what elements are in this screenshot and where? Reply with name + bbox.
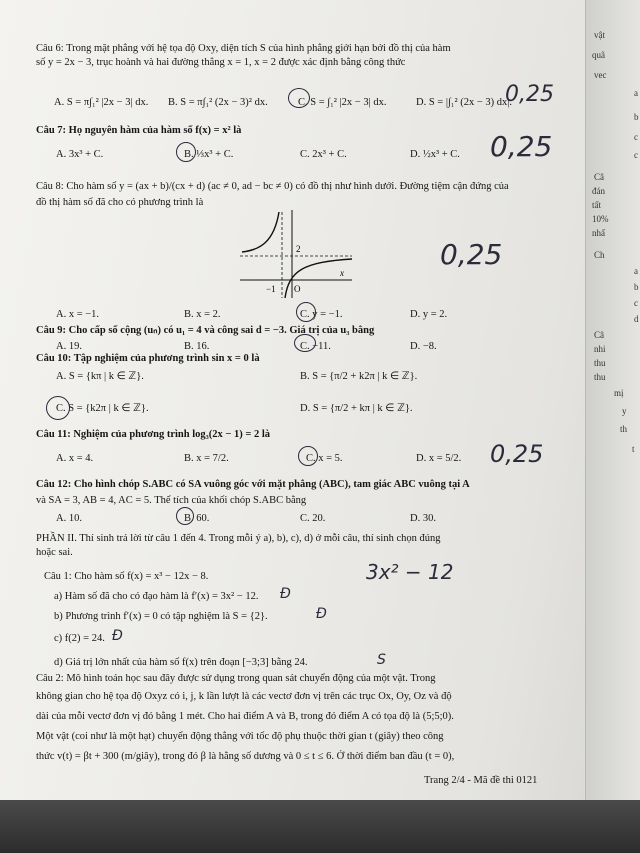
q6-opt-c: C. S = ∫₁² |2x − 3| dx. [298,97,387,108]
q8-label-2: 2 [296,244,301,254]
p2q1-mark-b: Đ [316,606,327,622]
q7-opt-a: A. 3x³ + C. [56,149,104,160]
q9-opt-a: A. 19. [56,341,82,352]
np-22: y [622,406,627,416]
q6-line2: số y = 2x − 3, trục hoành và hai đường thẳng x = 1, x = 2 được xác định bằng công thức [36,57,406,68]
np-7: Câ [594,172,604,182]
q7-opt-d: D. ½x³ + C. [410,149,460,160]
q7-opt-c: C. 2x³ + C. [300,149,347,160]
p2q2-line2: không gian cho hệ tọa độ Oxyz có i, j, k lần lượt là các vectơ đơn vị trên các trục Ox, Oy, Oz và độ [36,691,452,702]
q8-opt-c: C. y = −1. [300,309,343,320]
q9-opt-c: C. −11. [300,341,331,352]
p2q1-d: d) Giá trị lớn nhất của hàm số f(x) trên đoạn [−3;3] bằng 24. [54,657,308,668]
q7-score-mark: 0,25 [490,130,553,163]
np-20: thu [594,372,606,382]
q8-graph [236,206,356,302]
q10-opt-c: C. S = {k2π | k ∈ ℤ}. [56,403,149,414]
q10-line1: Câu 10: Tập nghiệm của phương trình sin x = 0 là [36,353,260,364]
q10-opt-d: D. S = {π/2 + kπ | k ∈ ℤ}. [300,403,413,414]
p2q2-line1: Câu 2: Mô hình toán học sau đây được sử dụng trong quan sát chuyển động của một vật. Trong [36,673,436,684]
np-9: tất [592,200,601,210]
q6-opt-b: B. S = π∫₁² (2x − 3)² dx. [168,97,268,108]
q11-opt-a: A. x = 4. [56,453,94,464]
np-4: b [634,112,639,122]
np-18: nhi [594,344,606,354]
q8-curve-left [242,212,279,252]
q6-line1: Câu 6: Trong mặt phẳng với hệ tọa độ Oxy, diện tích S của hình phẳng giới hạn bởi đồ thị của hàm [36,43,451,54]
p2q1-mark-d: S [377,652,386,668]
q12-opt-c: C. 20. [300,513,326,524]
q8-label-minus1: −1 [266,284,276,294]
q8-opt-d: D. y = 2. [410,309,448,320]
q11-answer-circle [298,446,318,466]
q8-score-mark: 0,25 [440,238,503,271]
np-16: d [634,314,639,324]
np-11: nhấ [592,228,605,238]
np-21: mị [614,388,624,398]
q12-answer-circle [176,507,194,525]
np-19: thu [594,358,606,368]
next-page-edge [585,0,640,800]
q12-line2: và SA = 3, AB = 4, AC = 5. Thể tích của khối chóp S.ABC bằng [36,495,307,506]
np-0: vật [594,30,605,40]
q6-opt-a: A. S = π∫₁² |2x − 3| dx. [54,97,149,108]
q8-answer-circle [296,302,316,322]
p2q1-mark-a: Đ [280,586,291,602]
np-8: đán [592,186,605,196]
np-2: vec [594,70,607,80]
q10-opt-b: B. S = {π/2 + k2π | k ∈ ℤ}. [300,371,418,382]
page-footer: Trang 2/4 - Mã đề thi 0121 [424,775,538,786]
q9-line1: Câu 9: Cho cấp số cộng (uₙ) có u₁ = 4 và công sai d = −3. Giá trị của u₃ bằng [36,325,375,336]
p2q2-line4: Một vật (coi như là một hạt) chuyển động thẳng với tốc độ phụ thuộc thời gian t (giây) theo công [36,731,444,742]
np-3: a [634,88,638,98]
q12-opt-d: D. 30. [410,513,436,524]
np-23: th [620,424,628,434]
q12-opt-b: B. 60. [184,513,210,524]
part2-line2: hoặc sai. [36,547,73,558]
p2q1-a: a) Hàm số đã cho có đạo hàm là f′(x) = 3x² − 12. [54,591,259,602]
np-17: Câ [594,330,604,340]
np-5: c [634,132,638,142]
q6-answer-circle [288,88,310,108]
q8-line2: đồ thị hàm số đã cho có phương trình là [36,197,204,208]
p2q1-note: 3x² − 12 [366,560,454,584]
np-15: c [634,298,638,308]
q8-label-origin: O [294,284,301,294]
q11-opt-b: B. x = 7/2. [184,453,229,464]
np-10: 10% [592,214,609,224]
p2q1-line1: Câu 1: Cho hàm số f(x) = x³ − 12x − 8. [44,571,209,582]
np-24: t [632,444,635,454]
q8-label-x: x [340,268,344,278]
q8-opt-a: A. x = −1. [56,309,100,320]
np-14: b [634,282,639,292]
p2q2-line3: dài của mỗi vectơ đơn vị đó bằng 1 mét. Cho hai điểm A và B, trong đó điểm A có tọa độ là (5;5;0). [36,711,454,722]
q7-opt-b: B. ⅓x³ + C. [184,149,234,160]
part2-line1: PHẦN II. Thí sinh trả lời từ câu 1 đến 4. Trong mỗi ý a), b), c), d) ở mỗi câu, thí sinh chọn đúng [36,533,441,544]
q8-opt-b: B. x = 2. [184,309,221,320]
q12-line1: Câu 12: Cho hình chóp S.ABC có SA vuông góc với mặt phẳng (ABC), tam giác ABC vuông tại A [36,479,470,490]
q6-opt-d: D. S = |∫₁² (2x − 3) dx|. [416,97,513,108]
np-6: c [634,150,638,160]
q9-answer-circle [294,334,316,352]
q12-opt-a: A. 10. [56,513,82,524]
np-12: Ch [594,250,605,260]
q6-score-mark: 0,25 [505,82,554,107]
np-1: quã [592,50,605,60]
background-surface [0,800,640,853]
q10-answer-circle [46,396,70,420]
p2q1-mark-c: Đ [112,628,123,644]
q10-opt-a: A. S = {kπ | k ∈ ℤ}. [56,371,144,382]
q7-answer-circle [176,142,196,162]
q11-opt-d: D. x = 5/2. [416,453,462,464]
q11-score-mark: 0,25 [490,440,544,468]
q11-line1: Câu 11: Nghiệm của phương trình log₃(2x − 1) = 2 là [36,429,271,440]
q11-opt-c: C. x = 5. [306,453,343,464]
q7-line1: Câu 7: Họ nguyên hàm của hàm số f(x) = x² là [36,125,242,136]
p2q1-b: b) Phương trình f′(x) = 0 có tập nghiệm là S = {2}. [54,611,268,622]
q9-opt-b: B. 16. [184,341,210,352]
q8-line1: Câu 8: Cho hàm số y = (ax + b)/(cx + d) (ac ≠ 0, ad − bc ≠ 0) có đồ thị như hình dưới. Đường tiệm cận đứng của [36,181,509,192]
q9-opt-d: D. −8. [410,341,437,352]
p2q1-c: c) f(2) = 24. [54,633,105,644]
p2q2-line5: thức v(t) = βt + 300 (m/giây), trong đó β là hằng số dương và 0 ≤ t ≤ 6. Ở thời điểm ban đầu (t = 0), [36,751,455,762]
np-13: a [634,266,638,276]
